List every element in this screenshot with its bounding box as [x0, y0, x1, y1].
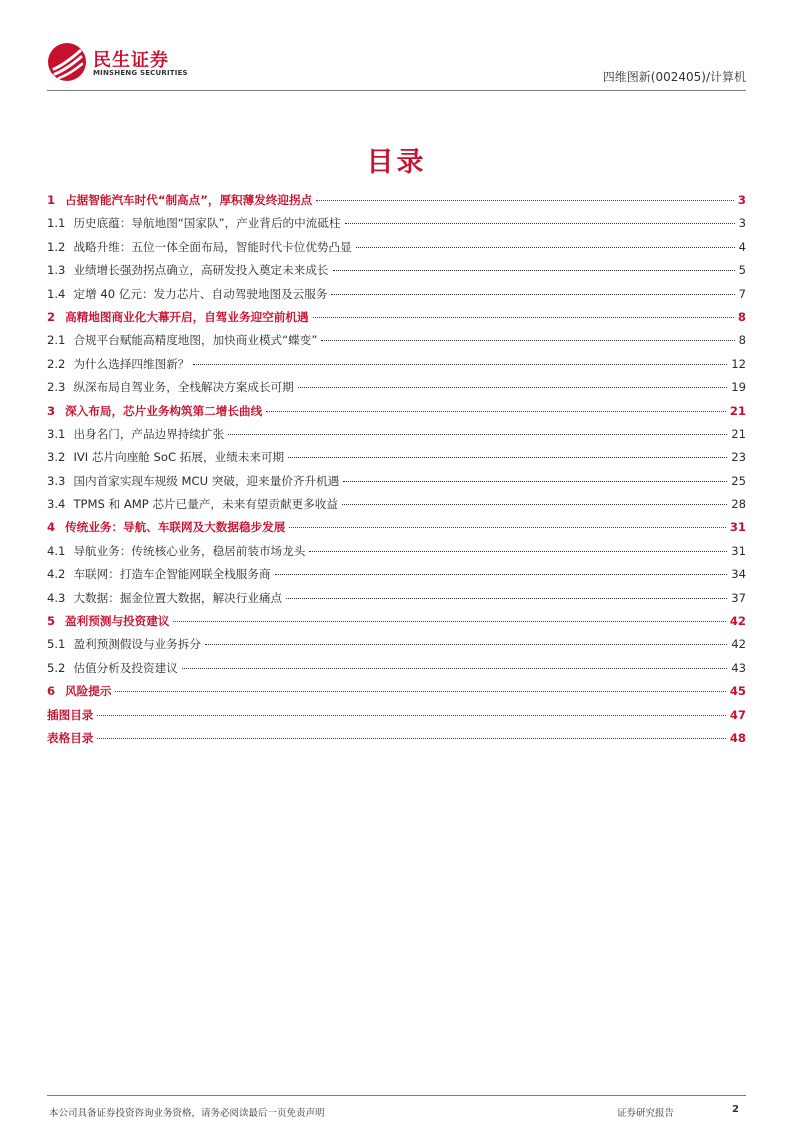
- toc-dot-leader: [356, 247, 735, 248]
- toc-entry-title: 估值分析及投资建议: [73, 660, 178, 675]
- toc-entry[interactable]: [47, 470, 746, 493]
- report-tag: 四维图新(002405)/计算机: [602, 70, 746, 84]
- toc-entry-number: 1.2: [47, 239, 66, 254]
- toc-entry-title: 大数据：掘金位置大数据，解决行业痛点: [73, 590, 283, 605]
- toc-entry-number: 4.2: [47, 567, 66, 582]
- toc-entry[interactable]: [47, 189, 746, 212]
- toc-dot-leader: [97, 715, 725, 716]
- toc-entry-number: 1.3: [47, 263, 66, 278]
- toc-dot-leader: [275, 574, 728, 575]
- toc-entry-title: 业绩增长强劲拐点确立，高研发投入奠定未来成长: [73, 263, 329, 278]
- toc-entry-number: 3.3: [47, 473, 66, 488]
- toc-entry[interactable]: [47, 353, 746, 376]
- toc-entry-page: 42: [731, 637, 746, 652]
- toc-dot-leader: [228, 434, 727, 435]
- toc-entry-title: 高精地图商业化大幕开启，自驾业务迎空前机遇: [65, 309, 309, 324]
- toc-entry-page: 47: [729, 707, 746, 722]
- toc-entry-number: 4.3: [47, 590, 66, 605]
- toc-entry-number: 3.4: [47, 497, 66, 512]
- brand-name-cn: 民生证券: [93, 50, 169, 71]
- toc-entry-number: 2: [47, 309, 56, 324]
- toc-entry-title: TPMS 和 AMP 芯片已量产，未来有望贡献更多收益: [73, 497, 338, 512]
- footer-page-number: 2: [732, 1104, 739, 1115]
- toc-entry-title: 国内首家实现车规级 MCU 突破，迎来量价齐升机遇: [73, 473, 340, 488]
- toc-entry[interactable]: [47, 306, 746, 329]
- toc-entry-page: 4: [738, 239, 746, 254]
- footer-disclaimer: 本公司具备证券投资咨询业务资格，请务必阅读最后一页免责声明: [49, 1108, 325, 1119]
- toc-entry-title: 风险提示: [65, 684, 112, 699]
- toc-entry[interactable]: [47, 493, 746, 516]
- toc-entry-title: 出身名门，产品边界持续扩张: [73, 426, 225, 441]
- toc-entry-page: 3: [738, 216, 746, 231]
- minsheng-logo-icon: [47, 42, 87, 82]
- toc-dot-leader: [316, 200, 734, 201]
- toc-entry[interactable]: [47, 236, 746, 259]
- toc-entry[interactable]: [47, 212, 746, 235]
- toc-entry-page: 25: [731, 473, 746, 488]
- toc-entry-page: 48: [729, 730, 746, 745]
- toc-entry-number: 5.2: [47, 660, 66, 675]
- toc-dot-leader: [182, 668, 727, 669]
- toc-dot-leader: [289, 527, 725, 528]
- toc-entry-page: 28: [731, 497, 746, 512]
- toc-entry-number: 3.2: [47, 450, 66, 465]
- toc-entry[interactable]: [47, 283, 746, 306]
- toc-entry-page: 8: [737, 309, 746, 324]
- toc-entry-number: 4: [47, 520, 56, 535]
- toc-dot-leader: [313, 317, 734, 318]
- toc-entry[interactable]: [47, 563, 746, 586]
- toc-dot-leader: [333, 270, 735, 271]
- toc-entry-title: 占据智能汽车时代“制高点”，厚积薄发终迎拐点: [65, 193, 313, 207]
- brand-name-en: MINSHENG SECURITIES: [93, 69, 188, 77]
- toc-entry-number: 5: [47, 614, 56, 629]
- toc-entry-title: 导航业务：传统核心业务，稳居前装市场龙头: [73, 543, 306, 558]
- toc-entry-title: 为什么选择四维图新？: [73, 356, 190, 371]
- toc-entry-number: 1: [47, 193, 56, 207]
- toc-entry[interactable]: [47, 727, 746, 750]
- page-header: [47, 42, 746, 94]
- toc-dot-leader: [266, 411, 726, 412]
- toc-entry-page: 31: [731, 543, 746, 558]
- toc-entry-page: 21: [731, 426, 746, 441]
- toc-entry-title: 盈利预测假设与业务拆分: [73, 637, 201, 652]
- toc-entry-title: 定增 40 亿元：发力芯片、自动驾驶地图及云服务: [73, 286, 328, 301]
- toc-entry-number: 4.1: [47, 543, 66, 558]
- toc-title: 目录: [366, 147, 427, 178]
- toc-dot-leader: [321, 340, 734, 341]
- toc-entry-page: 43: [731, 660, 746, 675]
- toc-entry-page: 3: [737, 193, 746, 207]
- header-divider: [47, 90, 746, 91]
- toc-dot-leader: [331, 294, 734, 295]
- toc-entry-number: 2.3: [47, 380, 66, 395]
- toc-entry-page: 21: [729, 403, 746, 418]
- toc-entry-page: 31: [729, 520, 746, 535]
- toc-entry[interactable]: [47, 329, 746, 352]
- toc-entry[interactable]: [47, 704, 746, 727]
- toc-entry[interactable]: [47, 587, 746, 610]
- toc-entry[interactable]: [47, 516, 746, 539]
- toc-entry-title: 合规平台赋能高精度地图，加快商业模式“蝶变”: [73, 333, 318, 348]
- table-of-contents: [47, 189, 746, 750]
- toc-entry[interactable]: [47, 680, 746, 703]
- toc-entry-number: 1.1: [47, 216, 66, 231]
- toc-entry-page: 37: [731, 590, 746, 605]
- toc-entry-number: 5.1: [47, 637, 66, 652]
- toc-dot-leader: [97, 738, 725, 739]
- toc-dot-leader: [345, 223, 735, 224]
- toc-entry-title: 战略升维：五位一体全面布局，智能时代卡位优势凸显: [73, 239, 352, 254]
- toc-entry-title: 历史底蕴：导航地图“国家队”，产业背后的中流砥柱: [73, 216, 341, 231]
- toc-entry-number: 3.1: [47, 426, 66, 441]
- toc-dot-leader: [298, 387, 727, 388]
- toc-entry-title: 盈利预测与投资建议: [65, 614, 170, 629]
- toc-dot-leader: [193, 364, 727, 365]
- toc-entry[interactable]: [47, 610, 746, 633]
- footer-divider: [47, 1095, 746, 1096]
- toc-entry-page: 23: [731, 450, 746, 465]
- toc-entry-title: 纵深布局自驾业务，全栈解决方案成长可期: [73, 380, 294, 395]
- toc-entry-number: 3: [47, 403, 56, 418]
- toc-entry-title: 插图目录: [47, 707, 94, 722]
- toc-dot-leader: [286, 598, 727, 599]
- toc-dot-leader: [173, 621, 725, 622]
- toc-dot-leader: [288, 457, 727, 458]
- toc-entry[interactable]: [47, 376, 746, 399]
- toc-entry[interactable]: [47, 633, 746, 656]
- toc-entry-number: 2.2: [47, 356, 66, 371]
- toc-dot-leader: [343, 481, 727, 482]
- toc-entry-page: 5: [738, 263, 746, 278]
- toc-entry-number: 1.4: [47, 286, 66, 301]
- toc-entry-page: 7: [738, 286, 746, 301]
- toc-entry-title: IVI 芯片向座舱 SoC 拓展，业绩未来可期: [73, 450, 285, 465]
- toc-entry[interactable]: [47, 423, 746, 446]
- toc-entry[interactable]: [47, 657, 746, 680]
- toc-entry-page: 19: [731, 380, 746, 395]
- toc-entry[interactable]: [47, 400, 746, 423]
- toc-entry[interactable]: [47, 259, 746, 282]
- toc-dot-leader: [342, 504, 727, 505]
- toc-entry-page: 42: [729, 614, 746, 629]
- toc-entry-number: 2.1: [47, 333, 66, 348]
- toc-entry-title: 车联网：打造车企智能网联全栈服务商: [73, 567, 271, 582]
- toc-entry-page: 8: [738, 333, 746, 348]
- toc-dot-leader: [115, 691, 725, 692]
- toc-entry-title: 传统业务：导航、车联网及大数据稳步发展: [65, 520, 286, 535]
- toc-entry-title: 表格目录: [47, 730, 94, 745]
- footer-doc-type: 证券研究报告: [617, 1108, 675, 1119]
- toc-dot-leader: [309, 551, 727, 552]
- toc-dot-leader: [205, 644, 727, 645]
- toc-entry[interactable]: [47, 540, 746, 563]
- toc-entry-number: 6: [47, 684, 56, 699]
- toc-entry-page: 12: [731, 356, 746, 371]
- toc-entry-page: 34: [731, 567, 746, 582]
- toc-entry[interactable]: [47, 446, 746, 469]
- toc-entry-title: 深入布局，芯片业务构筑第二增长曲线: [65, 403, 263, 418]
- toc-entry-page: 45: [729, 684, 746, 699]
